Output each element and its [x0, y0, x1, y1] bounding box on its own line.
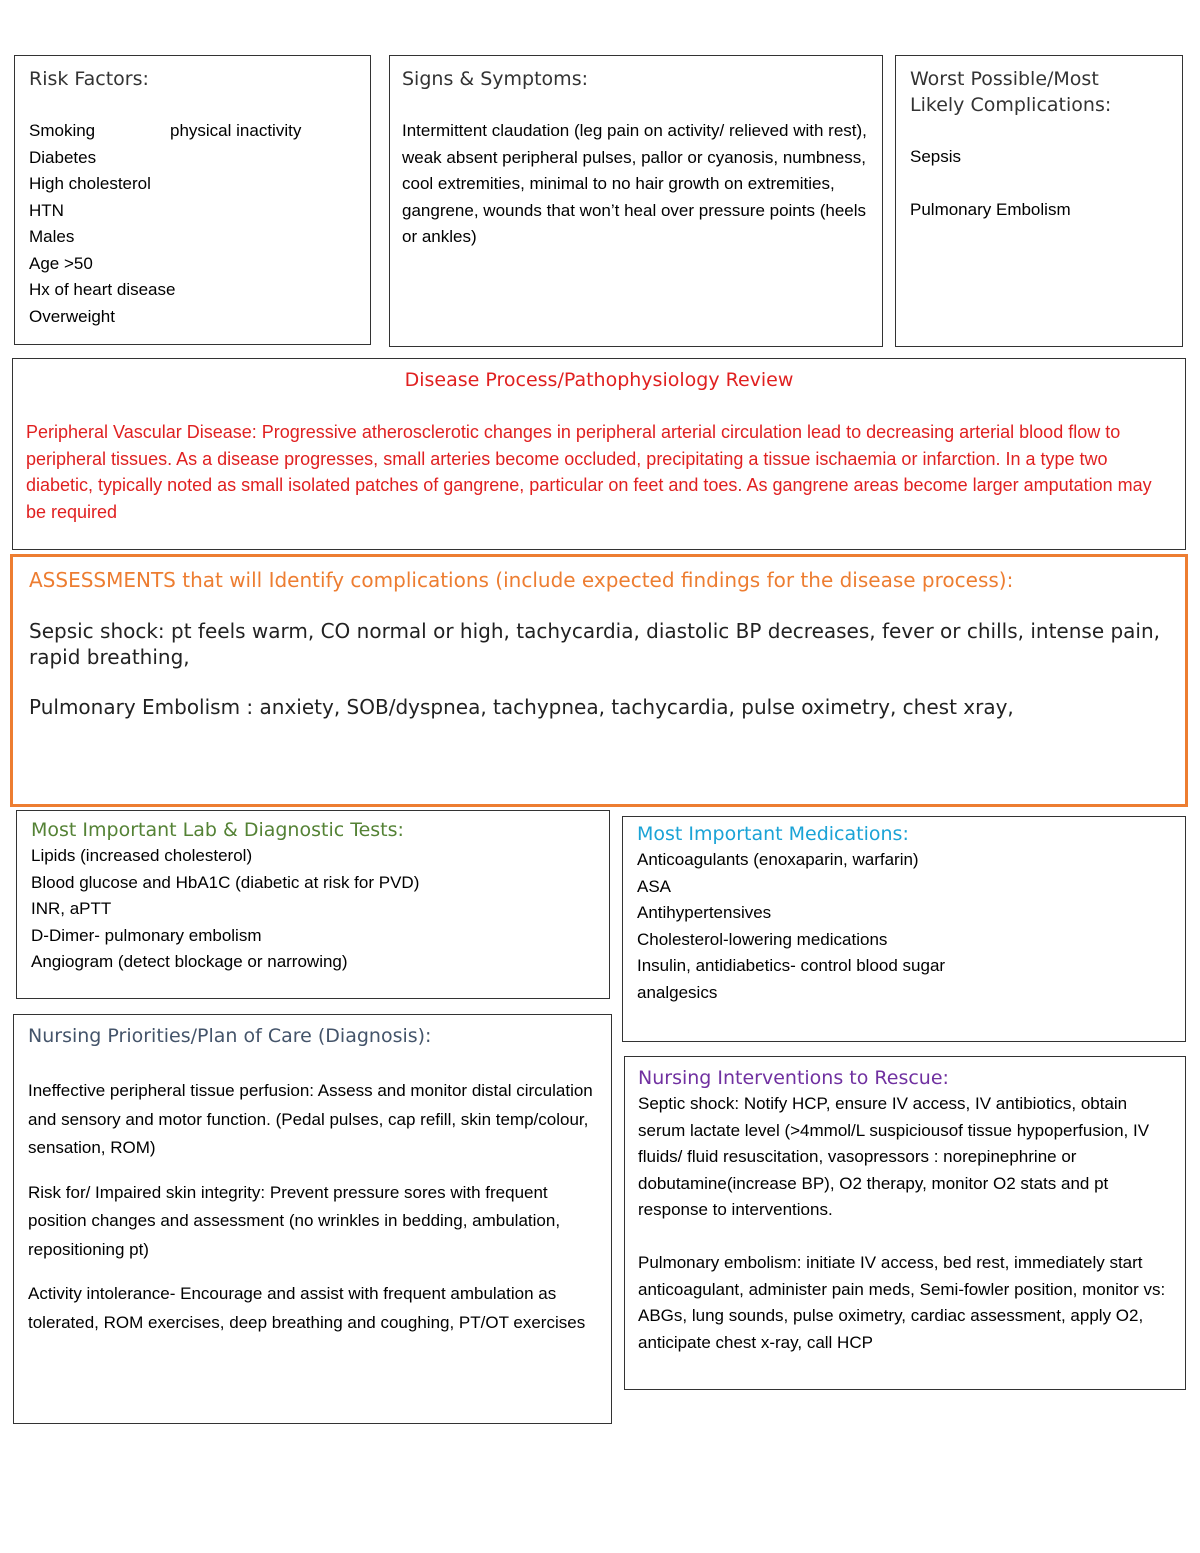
assessment-sepsis-text: Sepsic shock: pt feels warm, CO normal or high, tachycardia, diastolic BP decreases, fever or chills, intense pain, rapid breathing, [29, 619, 1161, 669]
list-item: ASA [637, 876, 672, 896]
list-item: Hx of heart disease [29, 280, 176, 299]
list-item: Age >50 [29, 253, 93, 273]
list-item: Sepsis [910, 147, 962, 166]
list-item: Anticoagulants (enoxaparin, warfarin) [637, 850, 919, 869]
list-item: Angiogram (detect blockage or narrowing) [31, 952, 348, 971]
risk-factors-list [29, 118, 356, 330]
list-item: INR, aPTT [31, 899, 112, 918]
nursing-interventions-heading: Nursing Interventions to Rescue: [638, 1067, 949, 1089]
list-item: Pulmonary Embolism [910, 200, 1071, 219]
list-item: D-Dimer- pulmonary embolism [31, 925, 262, 945]
list-item: Insulin, antidiabetics- control blood sugar [637, 956, 946, 975]
list-item: Overweight [29, 306, 115, 326]
risk-factors-box [14, 55, 371, 345]
list-item: Diabetes [29, 147, 97, 167]
intervention-sepsis-text: Septic shock: Notify HCP, ensure IV access, IV antibiotics, obtain serum lactate level (>4mmol/L suspiciousof tissue hypoperfusion, IV fluids/ fluid resuscitation, vasopressors : norepinephrine or dobutamine(increase BP), O2 therapy, monitor O2 stats and pt response to interventions. [638, 1094, 1150, 1219]
list-item: Smoking [29, 121, 96, 140]
priority-paragraph: Ineffective peripheral tissue perfusion: Assess and monitor distal circulation and sensory and motor function. (Pedal pulses, cap refill, skin temp/colour, sensation, ROM) [28, 1081, 593, 1157]
intervention-pe-text: Pulmonary embolism: initiate IV access, bed rest, immediately start anticoagulant, administer pain meds, Semi-fowler position, monitor vs: ABGs, lung sounds, pulse oximetry, cardiac assessment, apply O2, anticipate chest x-ray, call HCP [638, 1253, 1166, 1352]
labs-heading: Most Important Lab & Diagnostic Tests: [31, 819, 404, 841]
disease-process-text: Peripheral Vascular Disease: Progressive atherosclerotic changes in peripheral arterial circulation lead to decreasing arterial blood flow to peripheral tissues. As a disease progresses, small arteries become occluded, precipitating a tissue ischaemia or infarction. In a type two diabetic, typically noted as small isolated patches of gangrene, particular on feet and toes. As gangrene areas become larger amputation may be required [26, 422, 1152, 522]
complications-heading-line2: Likely Complications: [910, 94, 1112, 116]
priority-paragraph: Activity intolerance- Encourage and assist with frequent ambulation as tolerated, ROM exercises, deep breathing and coughing, PT/OT exercises [28, 1284, 586, 1332]
medications-box [622, 816, 1186, 1042]
signs-symptoms-box [389, 55, 883, 347]
complications-list [910, 144, 1168, 224]
assessment-pe-text: Pulmonary Embolism : anxiety, SOB/dyspnea, tachypnea, tachycardia, pulse oximetry, chest xray, [29, 695, 1014, 719]
labs-box [16, 810, 610, 999]
list-item: HTN [29, 200, 64, 220]
assessments-box [10, 554, 1188, 807]
nursing-interventions-box [624, 1056, 1186, 1390]
risk-factors-right-column [170, 118, 301, 145]
signs-symptoms-text: Intermittent claudation (leg pain on activity/ relieved with rest), weak absent peripheral pulses, pallor or cyanosis, numbness, cool extremities, minimal to no hair growth on extremities, gangrene, wounds that won’t heal over pressure points (heels or ankles) [402, 121, 867, 246]
list-item: High cholesterol [29, 174, 151, 193]
disease-process-heading: Disease Process/Pathophysiology Review [404, 369, 794, 391]
nursing-priorities-heading: Nursing Priorities/Plan of Care (Diagnosis): [28, 1025, 432, 1047]
priority-paragraph: Risk for/ Impaired skin integrity: Prevent pressure sores with frequent position changes and assessment (no wrinkles in bedding, ambulation, repositioning pt) [28, 1182, 561, 1259]
list-item: physical inactivity [170, 121, 302, 140]
list-item: Antihypertensives [637, 903, 772, 922]
medications-heading: Most Important Medications: [637, 823, 909, 845]
list-item: Lipids (increased cholesterol) [31, 846, 253, 865]
list-item: Cholesterol-lowering medications [637, 929, 888, 949]
labs-list [31, 843, 595, 976]
complications-heading-line1: Worst Possible/Most [910, 68, 1099, 90]
medications-list [637, 847, 1171, 1006]
assessments-heading: ASSESSMENTS that will Identify complications (include expected findings for the disease process): [29, 568, 1014, 592]
list-item: analgesics [637, 982, 718, 1002]
nursing-priorities-box [13, 1014, 612, 1424]
risk-factors-heading: Risk Factors: [29, 68, 149, 90]
list-item: Males [29, 227, 75, 246]
disease-process-box [12, 358, 1186, 550]
signs-symptoms-heading: Signs & Symptoms: [402, 68, 588, 90]
list-item: Blood glucose and HbA1C (diabetic at risk for PVD) [31, 872, 420, 892]
complications-box [895, 55, 1183, 347]
